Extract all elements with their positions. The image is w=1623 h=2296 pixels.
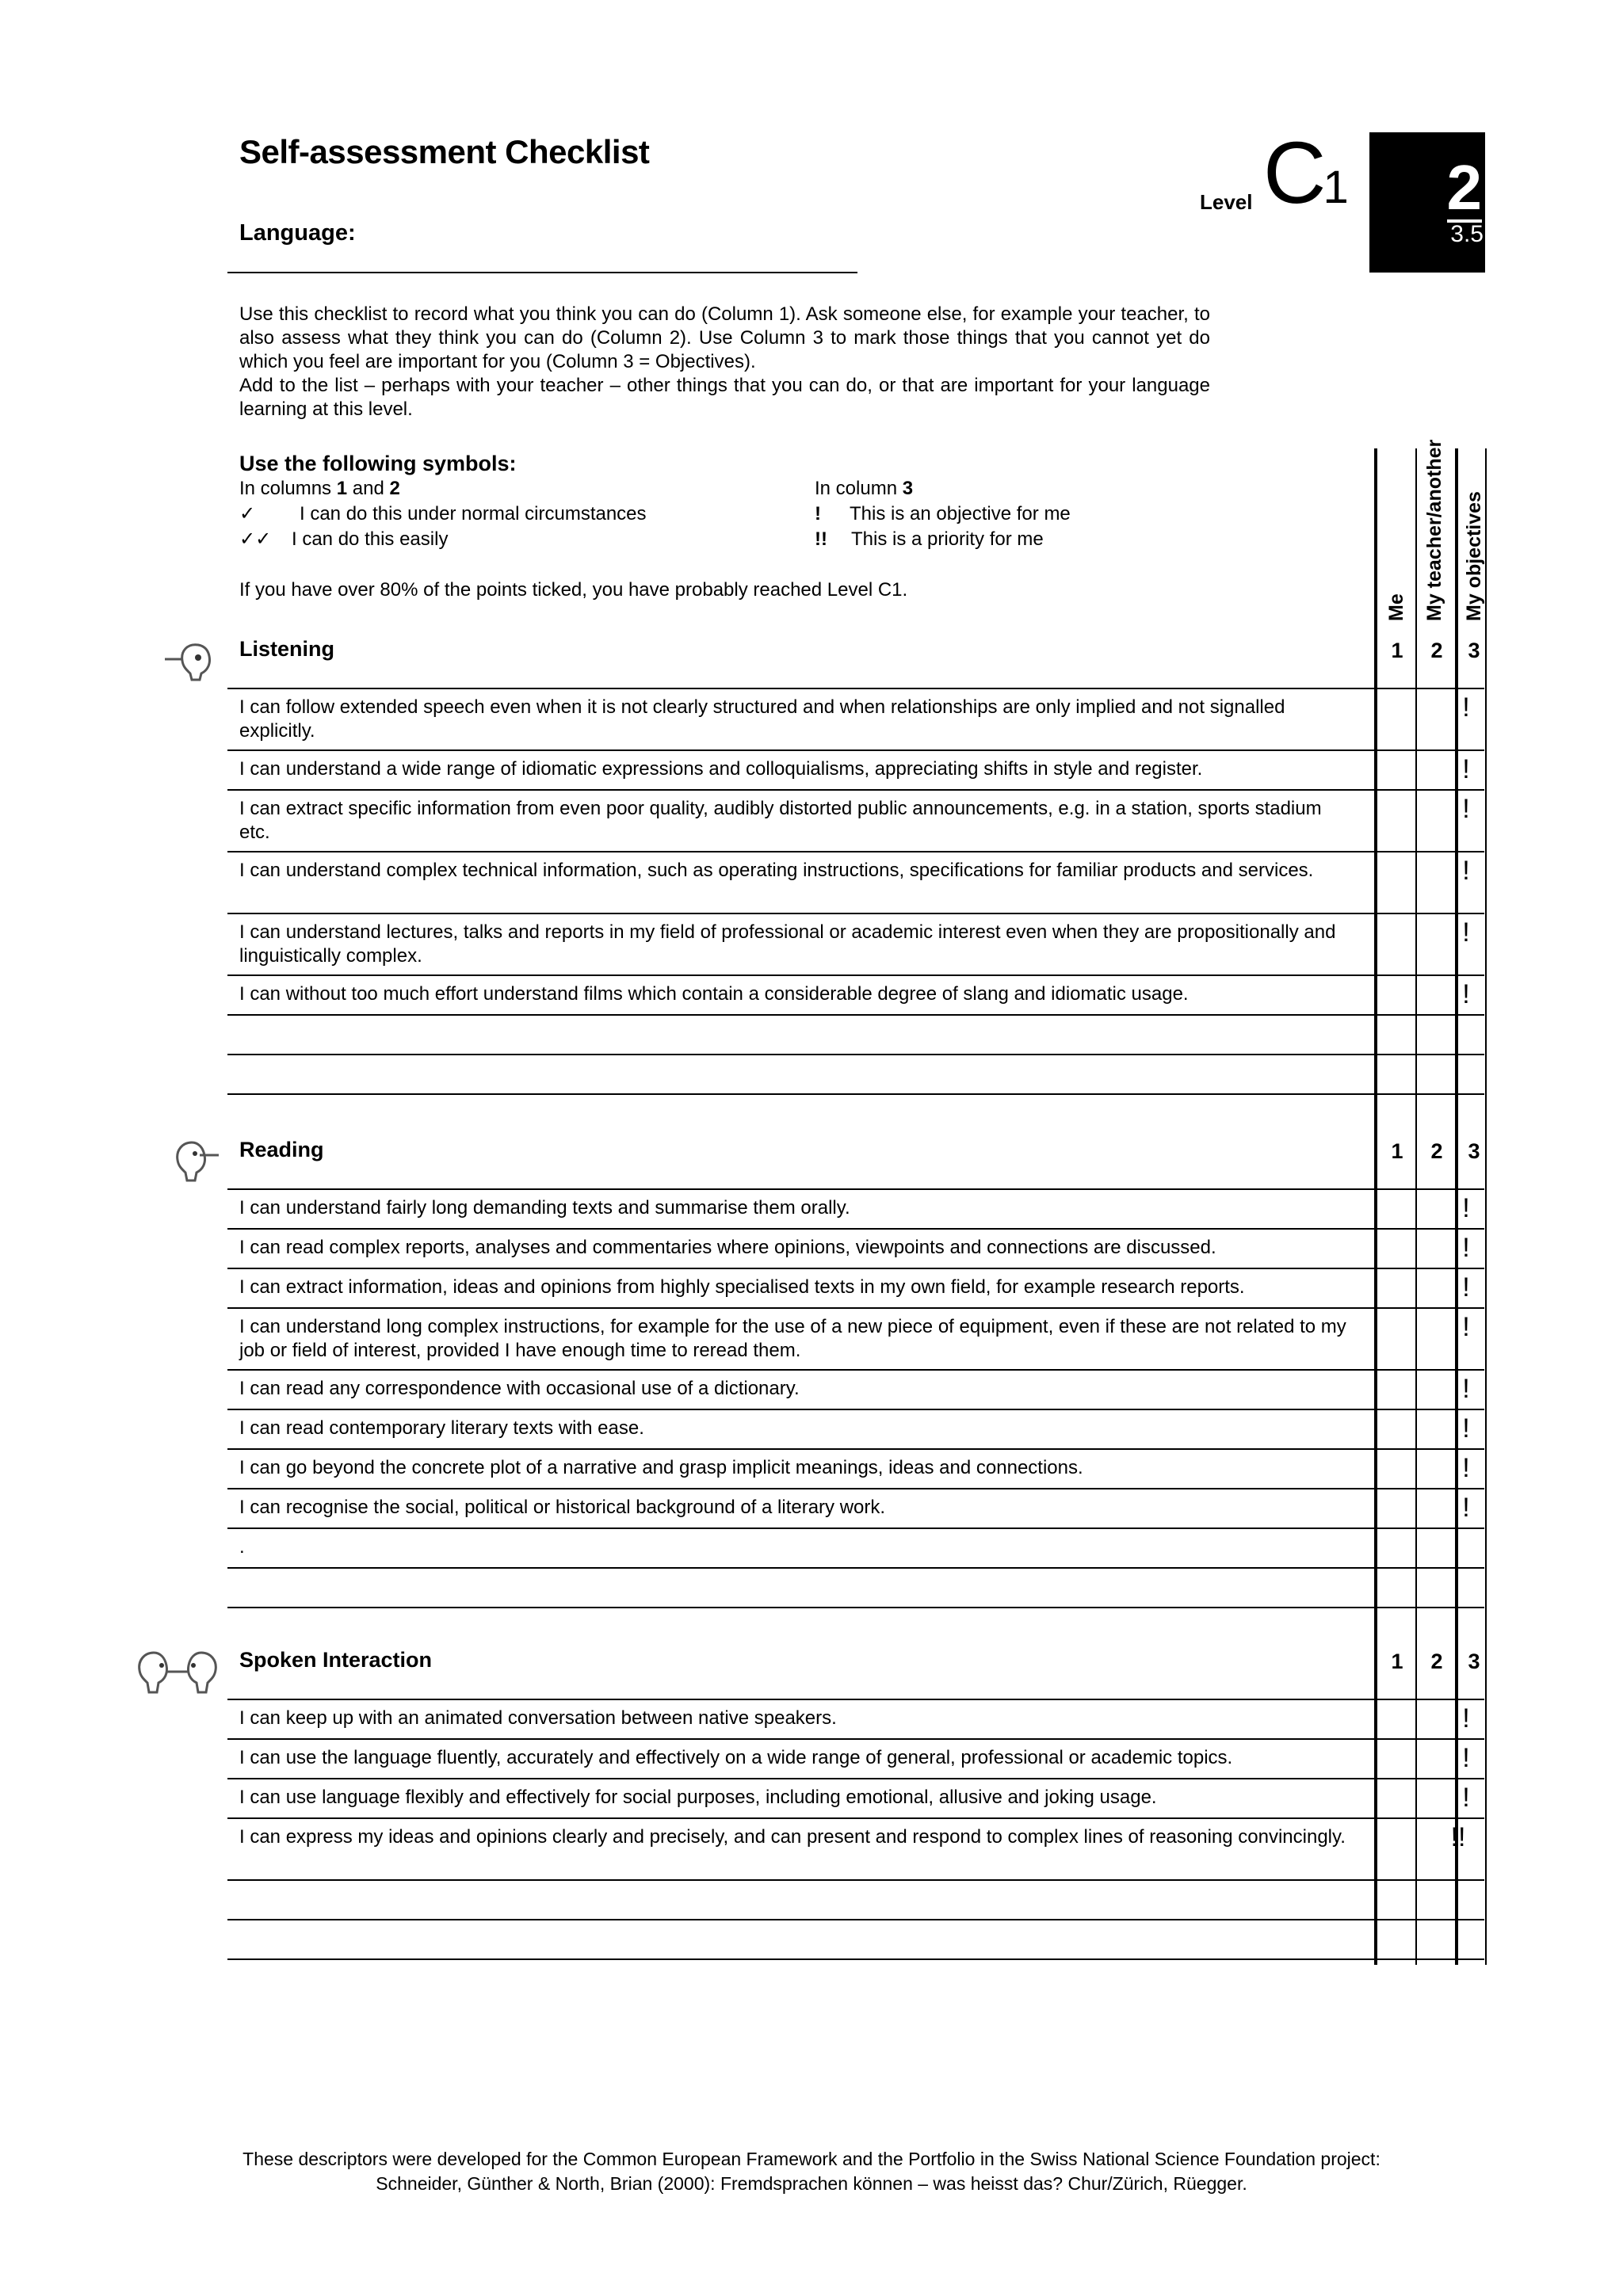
objective-mark[interactable]: !! [1450, 1822, 1466, 1852]
table-row[interactable] [227, 976, 1484, 1016]
row-text: I can use language flexibly and effectively for social purposes, including emotional, allusive and joking usage. [239, 1787, 1157, 1808]
empty-row[interactable] [227, 1881, 1484, 1920]
double-exclamation-icon: !! [815, 528, 827, 550]
spoken-col2-number: 2 [1430, 1650, 1443, 1673]
listening-icon [163, 639, 222, 686]
row-text: I can understand fairly long demanding texts and summarise them orally. [239, 1197, 850, 1219]
row-text: . [239, 1536, 245, 1558]
row-text: I can recognise the social, political or historical background of a literary work. [239, 1497, 886, 1518]
objective-mark[interactable]: ! [1462, 1703, 1470, 1733]
symbols-left-pre: In columns [239, 478, 337, 499]
empty-row[interactable] [227, 1016, 1484, 1055]
row-text: I can extract information, ideas and opinions from highly specialised texts in my own field, for example research reports. [239, 1276, 1245, 1298]
threshold-note: If you have over 80% of the points ticked, you have probably reached Level C1. [239, 579, 908, 601]
table-row[interactable] [227, 751, 1484, 791]
column-header-teacher: My teacher/another [1423, 439, 1445, 621]
row-text: I can understand long complex instructions, for example for the use of a new piece of equipment, even if these are not related to my job or field of interest, provided I have enough time to reread them. [239, 1316, 1346, 1361]
symbols-left-col1: 1 [336, 478, 348, 499]
section-title-reading: Reading [239, 1138, 324, 1161]
symbol-tick-two-text: I can do this easily [292, 528, 449, 550]
objective-mark[interactable]: ! [1462, 1272, 1470, 1302]
objective-mark[interactable]: ! [1462, 917, 1470, 948]
section-badge-sub: 3.5 [1450, 221, 1484, 247]
symbols-heading: Use the following symbols: [239, 452, 517, 475]
objective-mark[interactable]: ! [1462, 1312, 1470, 1342]
row-text: I can extract specific information from even poor quality, audibly distorted public announcements, e.g. in a station, sports stadium etc. [239, 798, 1322, 843]
objective-mark[interactable]: ! [1462, 856, 1470, 886]
table-row[interactable] [227, 852, 1484, 914]
level-word: Level [1200, 190, 1253, 214]
double-tick-icon: ✓✓ [239, 528, 272, 550]
reading-col3-number: 3 [1468, 1139, 1480, 1163]
symbol-excl-one [815, 502, 1071, 526]
symbols-left-col2: 2 [389, 478, 400, 499]
listening-col2-number: 2 [1430, 639, 1443, 662]
row-text: I can express my ideas and opinions clearly and precisely, and can present and respond to complex lines of reasoning convincingly. [239, 1826, 1346, 1848]
reading-icon [170, 1138, 222, 1185]
section-badge [1369, 132, 1485, 273]
language-input-line[interactable] [227, 272, 857, 273]
objective-mark[interactable]: ! [1462, 794, 1470, 824]
row-text: I can keep up with an animated conversation between native speakers. [239, 1707, 837, 1729]
column-divider-4 [1485, 448, 1487, 1965]
table-row[interactable] [227, 689, 1484, 751]
symbol-tick-two [239, 528, 448, 551]
column-header-me: Me [1385, 593, 1407, 621]
table-row[interactable] [227, 914, 1484, 976]
spoken-interaction-icon [133, 1648, 222, 1700]
objective-mark[interactable]: ! [1462, 1493, 1470, 1523]
symbol-excl-two-text: This is a priority for me [851, 528, 1044, 550]
symbols-left-mid: and [347, 478, 390, 499]
level-letter: C [1263, 124, 1323, 222]
objective-mark[interactable]: ! [1462, 1783, 1470, 1813]
section-title-spoken: Spoken Interaction [239, 1648, 433, 1672]
footer-citation [0, 2147, 1623, 2196]
footer-line-1: These descriptors were developed for the Common European Framework and the Portfolio in the Swiss National Science Foundation project: [242, 2149, 1381, 2169]
row-text: I can read contemporary literary texts with ease. [239, 1417, 644, 1439]
language-label: Language: [239, 220, 356, 246]
spoken-col3-number: 3 [1468, 1650, 1480, 1673]
row-text: I can go beyond the concrete plot of a narrative and grasp implicit meanings, ideas and connections. [239, 1457, 1083, 1478]
objective-mark[interactable]: ! [1462, 979, 1470, 1009]
level-number: 1 [1323, 162, 1349, 213]
tick-icon: ✓ [239, 503, 256, 524]
level-code [1263, 124, 1349, 222]
footer-line-2: Schneider, Günther & North, Brian (2000): Fremdsprachen können – was heisst das? Chur/Zürich, Rüegger. [376, 2173, 1247, 2194]
table-row[interactable] [227, 1700, 1484, 1740]
row-text: I can understand a wide range of idiomatic expressions and colloquialisms, appreciating shifts in style and register. [239, 758, 1203, 780]
objective-mark[interactable]: ! [1462, 1374, 1470, 1404]
table-row[interactable] [227, 1309, 1484, 1371]
row-text: I can use the language fluently, accurately and effectively on a wide range of general, professional or academic topics. [239, 1747, 1233, 1768]
section-badge-number: 2 [1446, 152, 1482, 223]
page-title: Self-assessment Checklist [239, 133, 650, 170]
objective-mark[interactable]: ! [1462, 1193, 1470, 1223]
table-row[interactable] [227, 1230, 1484, 1269]
reading-col1-number: 1 [1391, 1139, 1403, 1163]
table-row[interactable] [227, 1450, 1484, 1489]
symbol-excl-two [815, 528, 1044, 551]
reading-col2-number: 2 [1430, 1139, 1443, 1163]
section-title-listening: Listening [239, 637, 334, 661]
column-header-objectives: My objectives [1463, 491, 1485, 621]
objective-mark[interactable]: ! [1462, 754, 1470, 784]
row-text: I can understand complex technical information, such as operating instructions, specifications for familiar products and services. [239, 860, 1314, 881]
symbols-right-pre: In column [815, 478, 903, 499]
objective-mark[interactable]: ! [1462, 1413, 1470, 1444]
intro-paragraph-1: Use this checklist to record what you think you can do (Column 1). Ask someone else, for example your teacher, to also assess what they think you can do (Column 2). Use Column 3 to mark those things that you cannot yet do which you feel are important for you (Column 3 = Objectives). [239, 303, 1210, 372]
table-row[interactable] [227, 1819, 1484, 1881]
table-row[interactable] [227, 791, 1484, 852]
table-row[interactable] [227, 1269, 1484, 1309]
symbols-right-col3: 3 [902, 478, 914, 499]
symbols-right-heading [815, 477, 913, 501]
exclamation-icon: ! [815, 503, 821, 524]
intro-text [239, 303, 1210, 421]
intro-paragraph-2: Add to the list – perhaps with your teacher – other things that you can do, or that are important for your language learning at this level. [239, 375, 1210, 420]
table-row[interactable] [227, 1371, 1484, 1410]
row-text: I can follow extended speech even when it is not clearly structured and when relationships are only implied and not signalled explicitly. [239, 696, 1285, 742]
listening-col1-number: 1 [1391, 639, 1403, 662]
objective-mark[interactable]: ! [1462, 1743, 1470, 1773]
spoken-col1-number: 1 [1391, 1650, 1403, 1673]
table-row[interactable] [227, 1779, 1484, 1819]
objective-mark[interactable]: ! [1462, 1453, 1470, 1483]
objective-mark[interactable]: ! [1462, 692, 1470, 723]
listening-col3-number: 3 [1468, 639, 1480, 662]
empty-row[interactable] [227, 1529, 1484, 1569]
empty-row[interactable] [227, 1055, 1484, 1095]
symbol-tick-one [239, 502, 647, 526]
symbols-left-heading [239, 477, 400, 501]
empty-row[interactable] [227, 1569, 1484, 1608]
row-text: I can without too much effort understand films which contain a considerable degree of slang and idiomatic usage. [239, 983, 1189, 1005]
objective-mark[interactable]: ! [1462, 1233, 1470, 1263]
row-text: I can read complex reports, analyses and commentaries where opinions, viewpoints and connections are discussed. [239, 1237, 1216, 1258]
table-row[interactable] [227, 1190, 1484, 1230]
empty-row[interactable] [227, 1920, 1484, 1960]
row-text: I can understand lectures, talks and reports in my field of professional or academic interest even when they are propositionally and linguistically complex. [239, 921, 1336, 967]
table-row[interactable] [227, 1740, 1484, 1779]
row-text: I can read any correspondence with occasional use of a dictionary. [239, 1378, 800, 1399]
symbol-tick-one-text: I can do this under normal circumstances [300, 503, 647, 524]
table-row[interactable] [227, 1410, 1484, 1450]
table-row[interactable] [227, 1489, 1484, 1529]
symbol-excl-one-text: This is an objective for me [850, 503, 1071, 524]
